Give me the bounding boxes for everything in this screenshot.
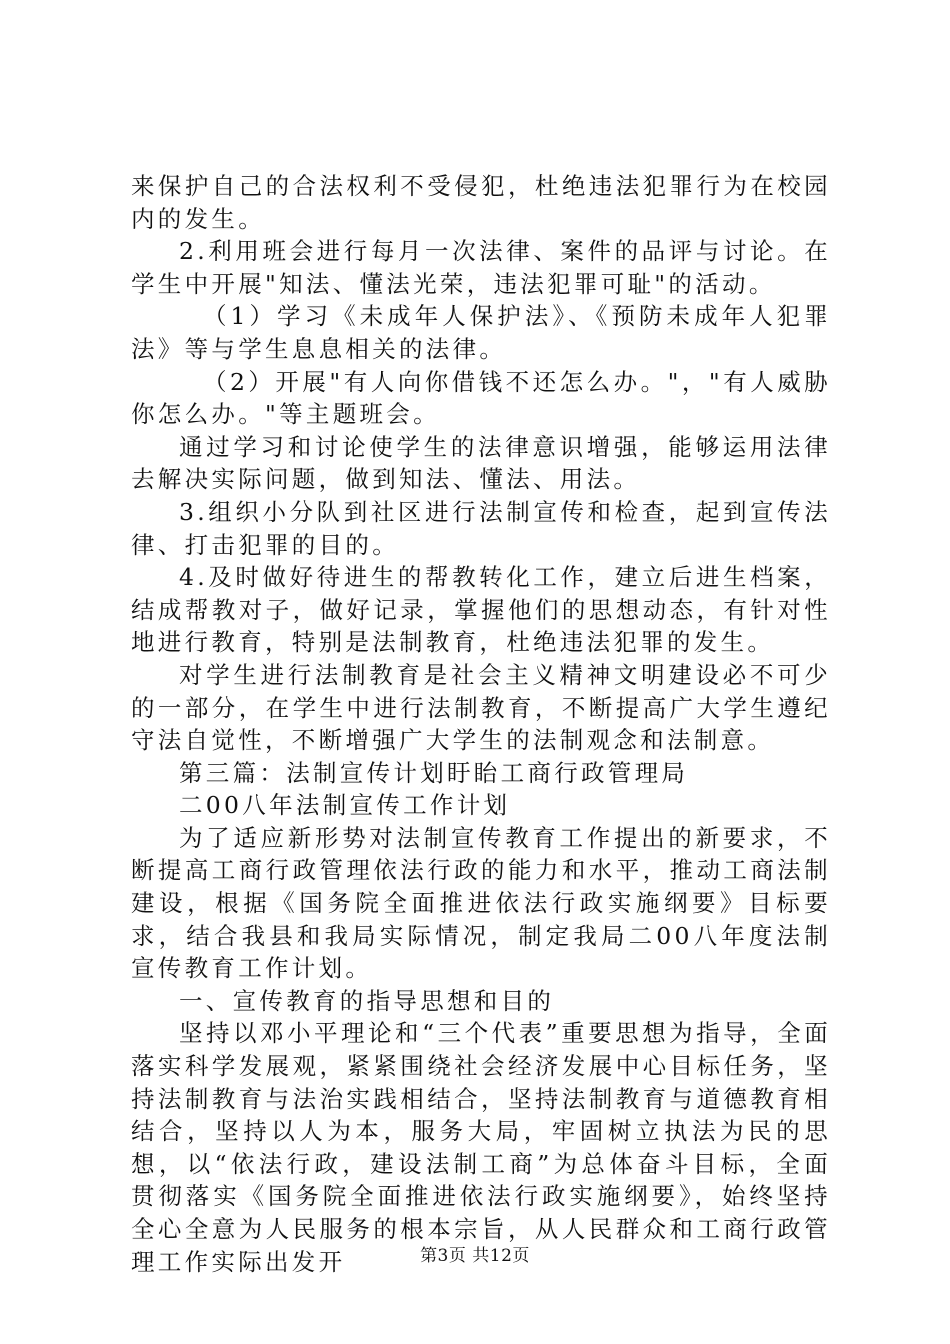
section-heading: 第三篇：法制宣传计划盱眙工商行政管理局 xyxy=(179,758,689,787)
paragraph-11: 为了适应新形势对法制宣传教育工作提出的新要求，不断提高工商行政管理依法行政的能力和水平，推动工商法制建设，根据《国务院全面推进依法行政实施纲要》目标要求，结合我县和我局实际情况，制定我局二00八年度法制宣传教育工作计划。 xyxy=(131,823,831,983)
paragraph-3: （1）学习《未成年人保护法》、《预防未成年人犯罪法》等与学生息息相关的法律。 xyxy=(131,302,831,363)
paragraph-13: 坚持以邓小平理论和“三个代表”重要思想为指导，全面落实科学发展观，紧紧围绕社会经济发展中心目标任务，坚持法制教育与法治实践相结合，坚持法制教育与道德教育相结合，坚持以人为本，服务大局，牢固树立执法为民的思想，以“依法行政，建设法制工商”为总体奋斗目标，全面贯彻落实《国务院全面推进依法行政实施纲要》，始终坚持全心全意为人民服务的根本宗旨，从人民群众和工商行政管理工作实际出发开 xyxy=(131,1019,831,1276)
subsection-heading: 一、宣传教育的指导思想和目的 xyxy=(179,986,555,1015)
page-footer: 第3页 共12页 xyxy=(420,1246,530,1266)
paragraph-4: （2）开展"有人向你借钱不还怎么办。"，"有人威胁你怎么办。"等主题班会。 xyxy=(131,367,831,429)
paragraph-5: 通过学习和讨论使学生的法律意识增强，能够运用法律去解决实际问题，做到知法、懂法、用法。 xyxy=(131,432,831,494)
paragraph-7: 4.及时做好待进生的帮教转化工作，建立后进生档案，结成帮教对子，做好记录，掌握他们的思想动态，有针对性地进行教育，特别是法制教育，杜绝违法犯罪的发生。 xyxy=(131,563,831,657)
paragraph-8: 对学生进行法制教育是社会主义精神文明建设必不可少的一部分，在学生中进行法制教育，不断提高广大学生遵纪守法自觉性，不断增强广大学生的法制观念和法制意。 xyxy=(131,660,831,755)
paragraph-2: 2.利用班会进行每月一次法律、案件的品评与讨论。在学生中开展"知法、懂法光荣，违法犯罪可耻"的活动。 xyxy=(131,237,831,298)
plan-title: 二00八年法制宣传工作计划 xyxy=(179,791,511,820)
paragraph-6: 3.组织小分队到社区进行法制宣传和检查，起到宣传法律、打击犯罪的目的。 xyxy=(131,497,831,559)
document-body xyxy=(131,170,831,1278)
paragraph-1: 来保护自己的合法权利不受侵犯，杜绝违法犯罪行为在校园内的发生。 xyxy=(131,172,831,233)
